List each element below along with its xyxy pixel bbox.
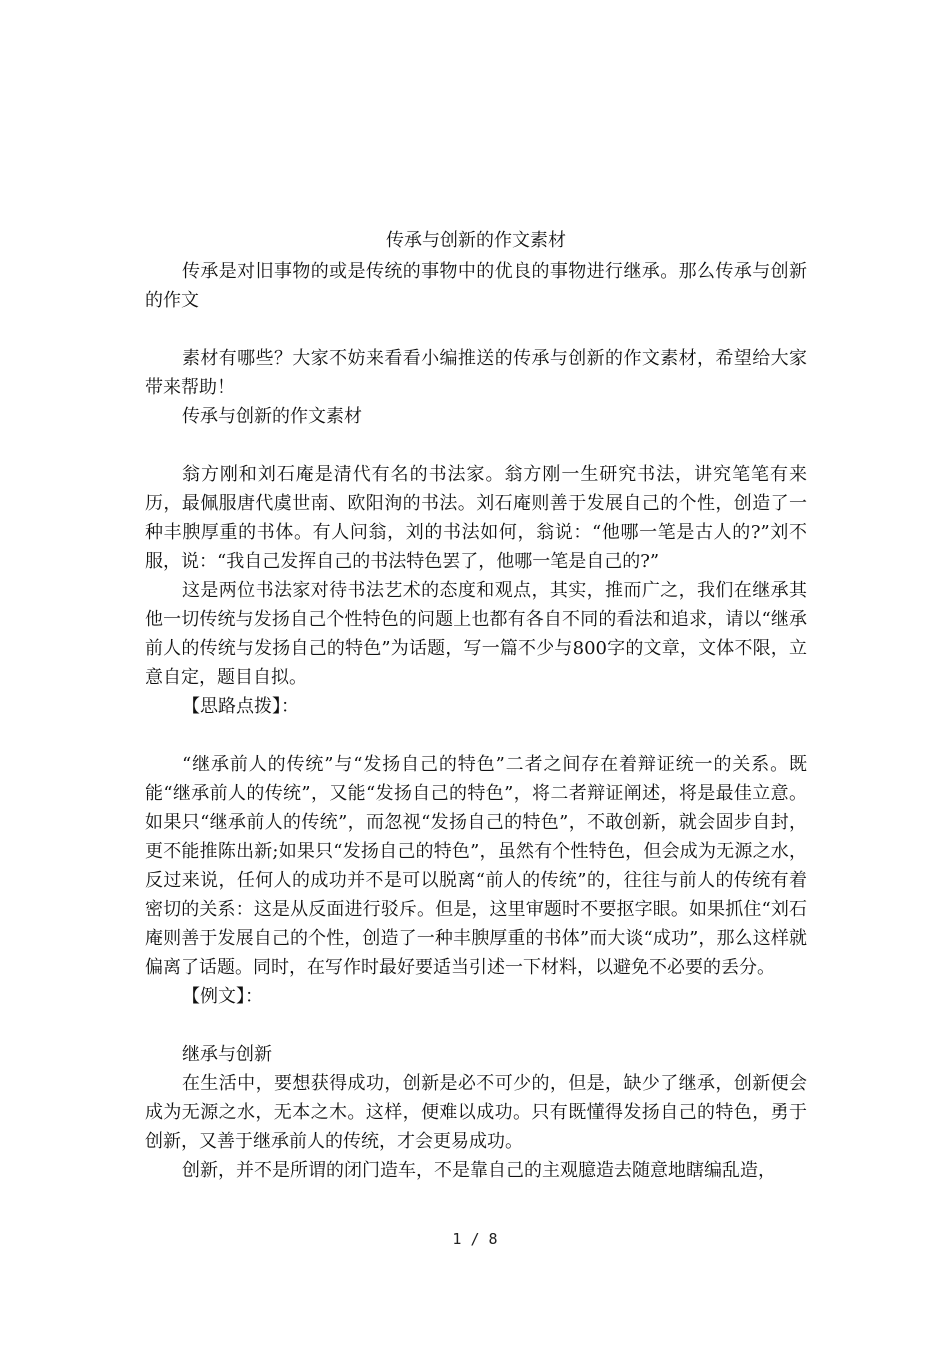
document-page xyxy=(145,226,807,1185)
blank-line xyxy=(145,315,807,344)
essay-title: 继承与创新 xyxy=(182,1044,272,1065)
blank-line xyxy=(145,721,807,750)
material-paragraph-1: 翁方刚和刘石庵是清代有名的书法家。翁方刚一生研究书法，讲究笔笔有来历，最佩服唐代虞世南、欧阳洵的书法。刘石庵则善于发展自己的个性，创造了一种丰腴厚重的书体。有人问翁，刘的书法如何，翁说：“他哪一笔是古人的?”刘不服，说：“我自己发挥自己的书法特色罢了，他哪一笔是自己的?” xyxy=(145,464,807,572)
section-subheading: 传承与创新的作文素材 xyxy=(182,406,362,427)
intro-paragraph-1: 传承是对旧事物的或是传统的事物中的优良的事物进行继承。那么传承与创新的作文 xyxy=(145,261,807,311)
blank-line xyxy=(145,1011,807,1040)
hint-label: 【思路点拨】： xyxy=(182,696,299,717)
essay-paragraph-2: 创新，并不是所谓的闭门造车，不是靠自己的主观臆造去随意地瞎编乱造， xyxy=(182,1160,776,1181)
hint-paragraph: “继承前人的传统”与“发扬自己的特色”二者之间存在着辩证统一的关系。既能“继承前人的传统”，又能“发扬自己的特色”，将二者辩证阐述，将是最佳立意。如果只“继承前人的传统”，而忽视“发扬自己的特色”，不敢创新，就会固步自封，更不能推陈出新;如果只“发扬自己的特色”，虽然有个性特色，但会成为无源之水，反过来说，任何人的成功并不是可以脱离“前人的传统”的，往往与前人的传统有着密切的关系：这是从反面进行驳斥。但是，这里审题时不要抠字眼。如果抓住“刘石庵则善于发展自己的个性，创造了一种丰腴厚重的书体”而大谈“成功”，那么这样就偏离了话题。同时，在写作时最好要适当引述一下材料，以避免不必要的丢分。 xyxy=(145,754,807,978)
document-title: 传承与创新的作文素材 xyxy=(386,230,566,251)
blank-line xyxy=(145,431,807,460)
page-number: 1 / 8 xyxy=(452,1230,498,1248)
intro-paragraph-2: 素材有哪些？大家不妨来看看小编推送的传承与创新的作文素材，希望给大家带来帮助！ xyxy=(145,348,807,398)
example-label: 【例文】： xyxy=(182,986,263,1007)
material-paragraph-2: 这是两位书法家对待书法艺术的态度和观点，其实，推而广之，我们在继承其他一切传统与发扬自己个性特色的问题上也都有各自不同的看法和追求，请以“继承前人的传统与发扬自己的特色”为话题，写一篇不少与800字的文章，文体不限，立意自定，题目自拟。 xyxy=(145,580,807,688)
essay-paragraph-1: 在生活中，要想获得成功，创新是必不可少的，但是，缺少了继承，创新便会成为无源之水，无本之木。这样，便难以成功。只有既懂得发扬自己的特色，勇于创新，又善于继承前人的传统，才会更易成功。 xyxy=(145,1073,807,1152)
